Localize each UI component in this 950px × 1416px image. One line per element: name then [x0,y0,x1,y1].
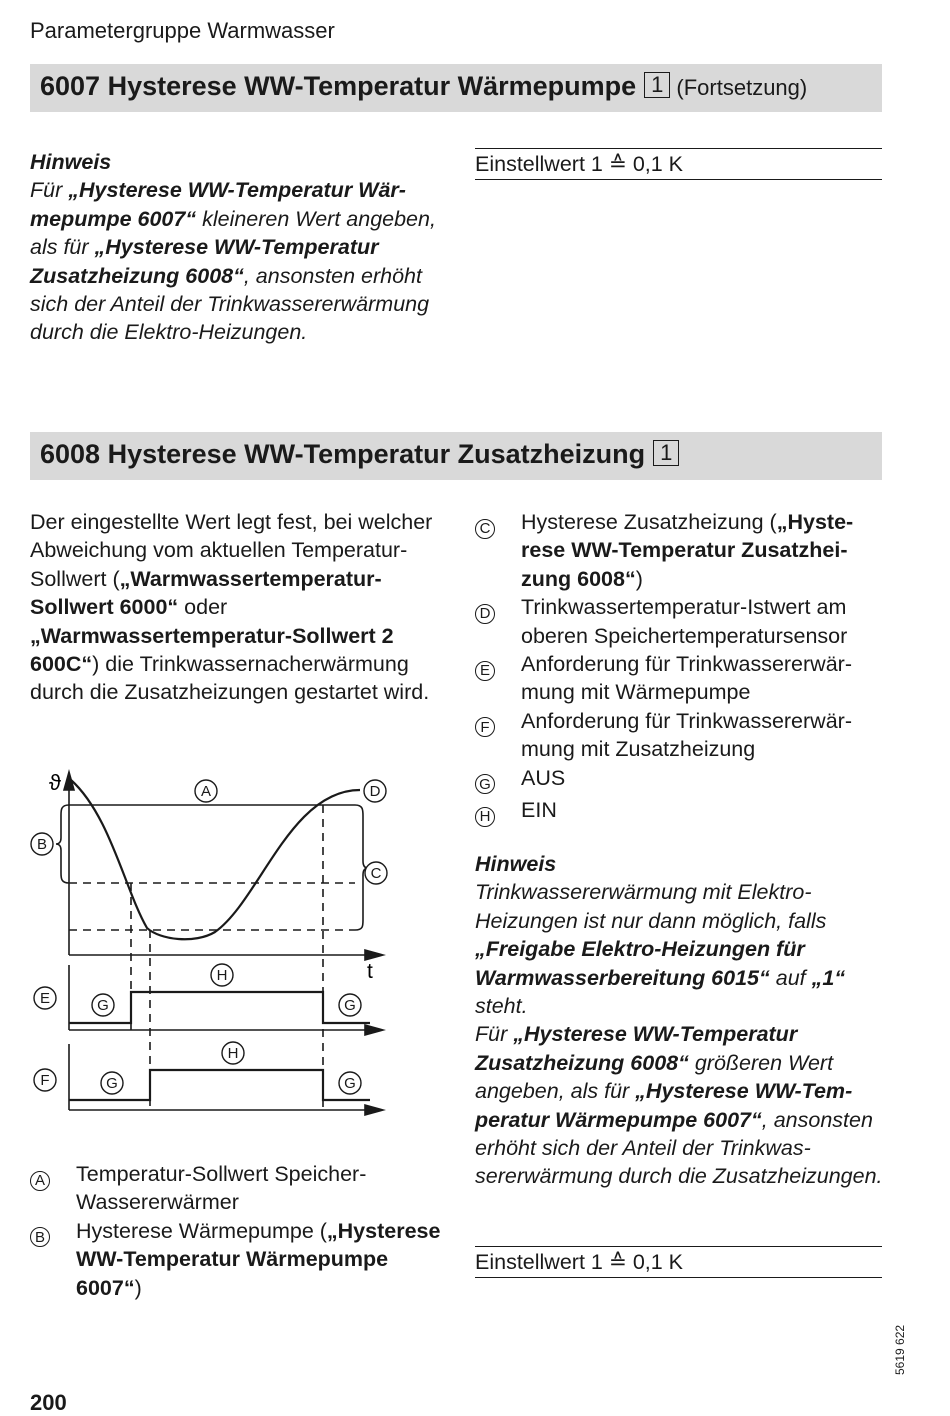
diagram-label-g4 [339,1072,361,1094]
legend-label-b: B [30,1227,50,1247]
diagram-label-g1 [92,994,114,1016]
legend-label-c: C [475,519,495,539]
t-axis-symbol: t [367,960,373,983]
section-6008-title-line [40,439,679,470]
legend-label-f: F [475,717,495,737]
legend-item-h [475,796,887,828]
svg-text:H: H [227,1045,239,1062]
diagram-label-b [31,833,53,855]
legend-item-b [30,1217,442,1302]
svg-text:B: B [36,836,48,853]
diagram-label-h2 [222,1042,244,1064]
legend-text-h: EIN [521,798,557,823]
legend-text-g: AUS [521,765,566,790]
diagram-label-a [195,780,217,802]
legend-label-h: H [475,807,495,827]
svg-text:C: C [370,865,382,882]
legend-item-e [475,650,887,707]
svg-text:H: H [216,967,228,984]
legend-left [30,1160,442,1302]
section-6007-note [30,148,442,347]
legend-label-e: E [475,661,495,681]
section-6007-header [30,64,882,112]
svg-text:G: G [344,1075,356,1092]
legend-item-c [475,508,887,593]
section-6007-box: 1 [644,72,670,98]
y-axis-symbol: ϑ [49,770,62,795]
signal-f-arrow [365,1105,383,1115]
section-6007-continuation: (Fortsetzung) [676,75,808,100]
legend-text-c: Hysterese Zusatzheizung („Hysterese WW-Temperatur Zusatzheizung 6008“) [521,510,854,591]
svg-text:G: G [106,1075,118,1092]
note2-text-2: Für „Hysterese WW-Temperatur Zusatzheizung 6008“ größeren Wert angeben, als für „Hysterese WW-Temperatur Wärmepumpe 6007“, ansonsten erhöht sich der Anteil der Trinkwassererwärmung durch die Zusatzheizungen. [475,1022,883,1189]
section-6008-header [30,432,882,480]
note2-heading: Hinweis [475,852,557,876]
legend-label-a: A [30,1171,50,1191]
legend-item-a [30,1160,442,1217]
note-heading: Hinweis [30,150,112,174]
svg-text:G: G [344,997,356,1014]
legend-text-f: Anforderung für Trinkwassererwärmung mit Zusatzheizung [521,708,852,762]
section-6008-intro [30,508,442,707]
page-number: 200 [30,1390,67,1415]
running-header: Parametergruppe Warmwasser [30,18,335,43]
intro-text: Der eingestellte Wert legt fest, bei welcher Abweichung vom aktuellen Temperatur-Sollwert („Warmwassertemperatur-Sollwert 6000“ oder „Warmwassertemperatur-Sollwert 2 600C“) die Trinkwassernacherwärmung durch die Zusatzheizungen gestartet wird. [30,510,433,705]
diagram-label-f [34,1069,56,1091]
svg-text:F: F [40,1072,50,1089]
section-6007-title: 6007 Hysterese WW-Temperatur Wärmepumpe [40,71,637,101]
legend-item-d [475,593,887,650]
x-axis-arrow [365,950,383,960]
temperature-curve [71,780,360,939]
legend-label-d: D [475,604,495,624]
legend-text-b: Hysterese Wärmepumpe („Hysterese WW-Temperatur Wärmepumpe 6007“) [76,1218,441,1300]
brace-b [56,805,69,883]
hysteresis-diagram [25,760,395,1120]
document-number: 5619 622 [893,1324,907,1375]
diagram-label-h1 [211,964,233,986]
section-6007-setting: Einstellwert 1 ≙ 0,1 K [475,148,882,180]
diagram-label-e [34,987,56,1009]
section-6008-note [475,850,887,1191]
legend-text-d: Trinkwassertemperatur-Istwert am oberen Speichertemperatursensor [521,595,848,648]
section-6008-setting: Einstellwert 1 ≙ 0,1 K [475,1246,882,1278]
svg-text:D: D [369,783,381,800]
legend-label-g: G [475,774,495,794]
legend-right [475,508,887,828]
section-6007-title-line [40,71,807,102]
section-6008-title: 6008 Hysterese WW-Temperatur Zusatzheizung [40,439,646,469]
svg-text:G: G [97,997,109,1014]
legend-text-e: Anforderung für Trinkwassererwärmung mit Wärmepumpe [521,652,852,705]
signal-e-arrow [365,1025,383,1035]
section-6008-box: 1 [653,440,679,466]
diagram-label-g2 [339,994,361,1016]
note2-text-1: Trinkwassererwärmung mit Elektro-Heizungen ist nur dann möglich, falls „Freigabe Elektro-Heizungen für Warmwasserbereitung 6015“ auf „1“ steht. [475,880,846,1019]
svg-text:E: E [39,990,51,1007]
diagram-label-g3 [101,1072,123,1094]
diagram-label-c [365,862,387,884]
legend-item-f [475,707,887,764]
diagram-label-d [364,780,386,802]
note-text: Für „Hysterese WW-Temperatur Wärmepumpe 6007“ kleineren Wert angeben, als für „Hysterese WW-Temperatur Zusatzheizung 6008“, ansonsten erhöht sich der Anteil der Trinkwassererwärmung durch die Elektro-Heizungen. [30,178,436,345]
legend-item-g [475,764,887,796]
svg-text:A: A [200,783,212,800]
legend-text-a: Temperatur-Sollwert Speicher-Wassererwärmer [76,1162,367,1215]
